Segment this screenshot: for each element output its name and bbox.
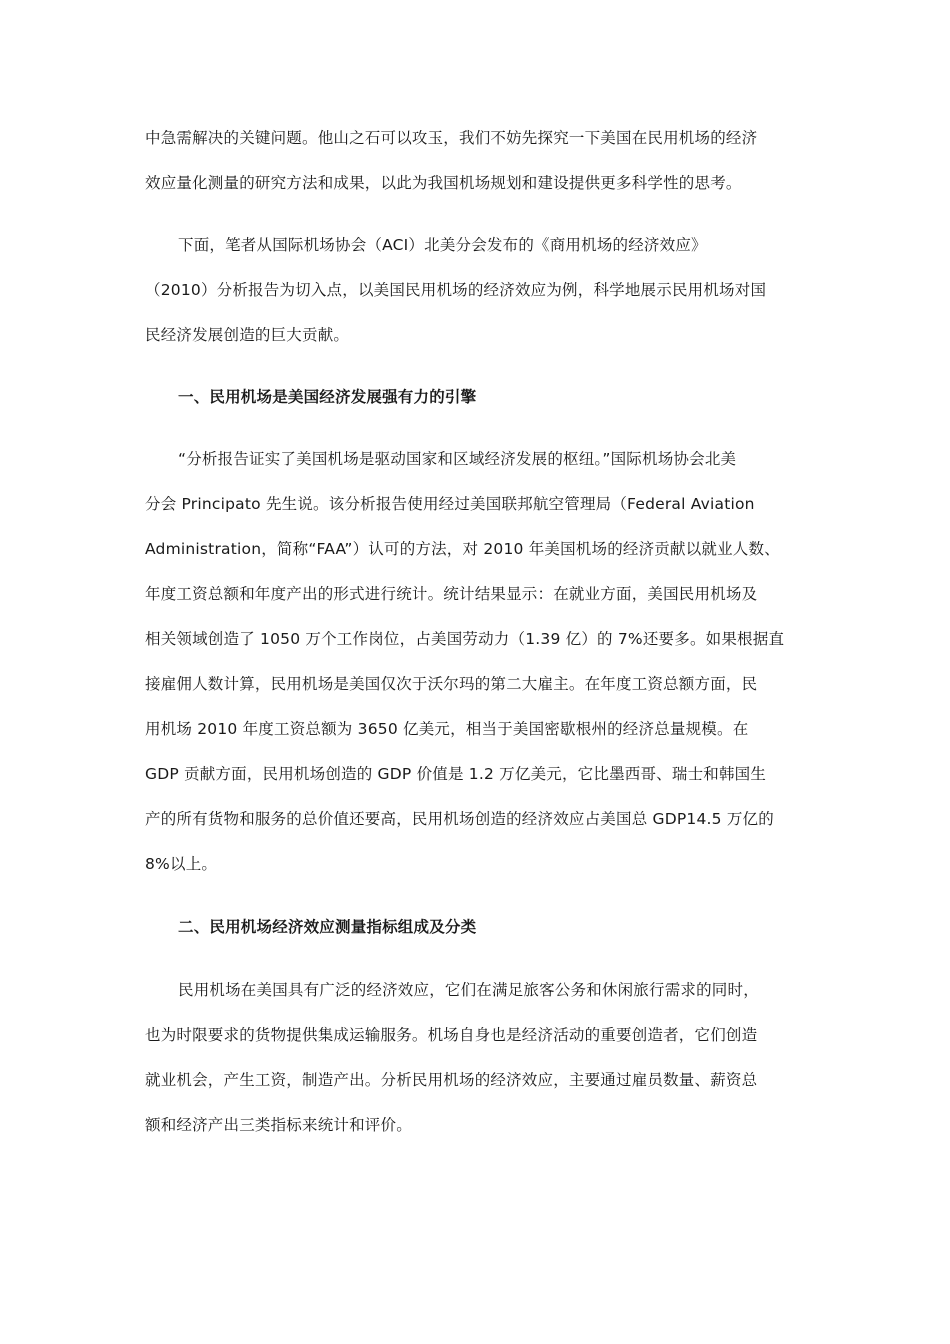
paragraph-line: 下面，笔者从国际机场协会（ACI）北美分会发布的《商用机场的经济效应》 — [178, 236, 707, 254]
paragraph-line: GDP 贡献方面，民用机场创造的 GDP 价值是 1.2 万亿美元，它比墨西哥、瑞士和韩国生 — [145, 765, 767, 783]
paragraph-line: “分析报告证实了美国机场是驱动国家和区域经济发展的枢纽。”国际机场协会北美 — [178, 450, 737, 468]
paragraph-line: 民用机场在美国具有广泛的经济效应，它们在满足旅客公务和休闲旅行需求的同时， — [178, 981, 759, 999]
paragraph-line: 就业机会，产生工资，制造产出。分析民用机场的经济效应，主要通过雇员数量、薪资总 — [145, 1071, 758, 1089]
paragraph-line: 额和经济产出三类指标来统计和评价。 — [145, 1116, 412, 1134]
paragraph-line: 中急需解决的关键问题。他山之石可以攻玉，我们不妨先探究一下美国在民用机场的经济 — [145, 129, 758, 147]
paragraph-line: 民经济发展创造的巨大贡献。 — [145, 326, 350, 344]
paragraph-line: 分会 Principato 先生说。该分析报告使用经过美国联邦航空管理局（Federal Aviation — [145, 495, 755, 513]
paragraph-line: 也为时限要求的货物提供集成运输服务。机场自身也是经济活动的重要创造者，它们创造 — [145, 1026, 758, 1044]
section-heading-2: 二、民用机场经济效应测量指标组成及分类 — [178, 918, 477, 936]
paragraph-line: 相关领域创造了 1050 万个工作岗位，占美国劳动力（1.39 亿）的 7%还要多。如果根据直 — [145, 630, 785, 648]
section-heading-1: 一、民用机场是美国经济发展强有力的引擎 — [178, 388, 477, 406]
paragraph-line: 8%以上。 — [145, 855, 218, 873]
paragraph-line: 产的所有货物和服务的总价值还要高，民用机场创造的经济效应占美国总 GDP14.5 万亿的 — [145, 810, 774, 828]
paragraph-line: 接雇佣人数计算，民用机场是美国仅次于沃尔玛的第二大雇主。在年度工资总额方面，民 — [145, 675, 758, 693]
paragraph-line: 用机场 2010 年度工资总额为 3650 亿美元，相当于美国密歇根州的经济总量规模。在 — [145, 720, 749, 738]
paragraph-line: Administration，简称“FAA”）认可的方法，对 2010 年美国机场的经济贡献以就业人数、 — [145, 540, 780, 558]
paragraph-line: 效应量化测量的研究方法和成果，以此为我国机场规划和建设提供更多科学性的思考。 — [145, 174, 742, 192]
paragraph-line: （2010）分析报告为切入点，以美国民用机场的经济效应为例，科学地展示民用机场对国 — [145, 281, 767, 299]
paragraph-line: 年度工资总额和年度产出的形式进行统计。统计结果显示：在就业方面，美国民用机场及 — [145, 585, 758, 603]
